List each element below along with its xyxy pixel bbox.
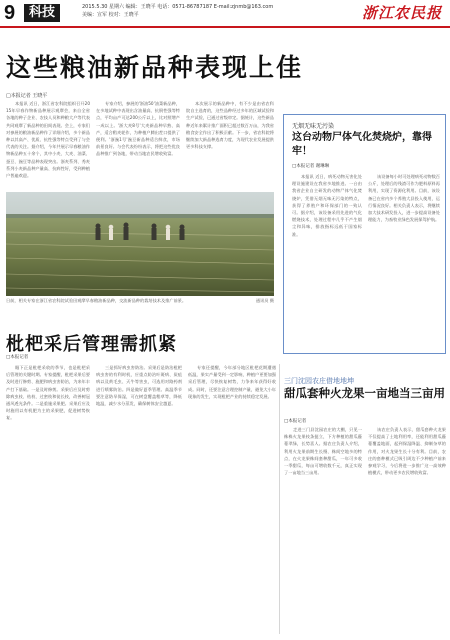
issue-meta: [82, 3, 273, 19]
sidebar-column-1: [292, 173, 362, 349]
third-column-1: [284, 426, 362, 634]
third-paragraph-1: 走进三门县沈园农庄的大棚，只见一株株火龙果枝条挺立，下方种植的甜瓜藤蔓翠绿，长势喜人。据农庄负责人介绍，利用火龙果前期生长慢、株间空地多的特点，在火龙果株间套种甜瓜，一年可多收一季甜瓜，每亩可增收数千元，真正实现了一亩地当三亩用。: [284, 427, 362, 476]
lead-headline: 这些粮油新品种表现上佳: [6, 53, 304, 82]
second-headline: 枇杷采后管理需抓紧: [6, 334, 177, 355]
page-number: 9: [4, 2, 16, 24]
second-column-2: [96, 364, 182, 634]
wheat-field-illustration: [6, 192, 274, 296]
section-label: 科技: [24, 4, 60, 22]
lead-byline: □本报记者 王晓平: [6, 93, 48, 99]
sidebar-byline: □本报记者 谢琳琳: [292, 164, 330, 169]
sidebar-paragraph-1: 本报讯 近日，病死动物无害化处理设施建设在我省多地推进。一台由我省企业自主研发的动物尸体气化焚烧炉，凭借无烟无味无污染的特点，获得了养殖户和环保部门的一致认可。据介绍，该设备采用先进的气化燃烧技术，处理过程中几乎不产生烟尘和异味，排放指标远低于国家标准。: [292, 174, 362, 237]
third-column-2: [368, 426, 446, 634]
lead-paragraph-1: 本报讯 近日，浙江省农科院组织召开2015年早春作物新品种展示观摩会，来自全省各地的种子企业、农技人员和种粮大户等代表共同观摩了新品种的田间表现。会上，专家们对参展的粮油新品种作了详细介绍，多个新品种以其高产、优质、抗性强等特点受到了与会代表的关注。据介绍，今年共展示早春粮油作物新品种五十余个，其中小麦、大麦、油菜、蚕豆、豌豆等品种表现突出。浙麦系列、秀麦系列小麦新品种产量高、抗病性好，受到种植户普遍欢迎。: [6, 101, 90, 179]
second-paragraph-2: 三是抓好病虫害防治。采果后是防治枇杷病虫害的有利时机，应重点防治叶斑病、炭疽病以及黄毛虫、天牛等害虫，可选用对路药剂进行喷雾防治。四是做好夏季管理。高温季节要注意防旱保湿，可在树盘覆盖稻草等，降低地温，减少水分蒸发，确保树体安全越夏。: [96, 365, 182, 407]
issue-meta-line1: 2015.5.30 星期六 编辑：王晓平 电话：0571-86787187 E-mail:zjnmb@163.com: [82, 4, 274, 10]
sidebar-column-2: [368, 173, 440, 349]
lead-paragraph-2: 专家介绍，参展的'浙油50'油菜新品种，在多地试种中表现出含油量高、抗倒性强等特点，平均亩产可达200公斤以上，比对照增产一成以上。'浙大麦8号'大麦新品种早熟、高产，适合稻麦轮作，为种植户腾出茬口提供了便利。'浙豌1号'豌豆新品种适合鲜食，市场前景良好。与会代表纷纷表示，将把这些优良品种推广到各地，带动当地农民增收致富。: [96, 101, 180, 157]
second-paragraph-1: 眼下正是枇杷采收的季节，也是枇杷采后管理的关键时期。专家提醒，枇杷采果后要及时进行修剪、施肥和病虫害防治，为来年丰产打下基础。一是及时修剪。采果后应及时剪除病虫枝、枯枝、过密枝和徒长枝，改善树冠通风透光条件。二是重施采果肥。采果后应及时施用以有机肥为主的采果肥，促进树势恢复。: [6, 365, 90, 421]
sidebar-kicker: 无烟无味无污染: [292, 123, 335, 130]
second-byline: □本报记者: [6, 355, 29, 360]
sidebar-paragraph-2: 该设备每小时可处理病死动物数百公斤，处理后的残渣可作为肥料原料再利用，实现了资源化利用。目前，该设备已在省内多个养殖大县投入使用，运行情况良好。相关负责人表示，将继续加大技术研发投入，进一步提高设备处理能力，为畜牧业绿色发展保驾护航。: [368, 174, 440, 223]
lead-column-3: [186, 100, 274, 190]
lead-paragraph-3: 本次展示的新品种中，有不少是由省农科院自主选育的，这些品种经过多年的区域试验和生产试验，已通过省级审定。据统计，这些新品种近年来累计推广面积已超过数百万亩，为我省粮食安全作出了积极贡献。下一步，省农科院将继续加大新品种选育力度，为现代农业发展提供更多科技支撑。: [186, 101, 274, 150]
photo-caption: [6, 298, 274, 304]
second-column-1: [6, 364, 90, 634]
photo-caption-text: 日前，相关专家在浙江省农科院试验田观摩早春粮油新品种，交流新品种的栽培技术及推广前景。: [6, 298, 187, 303]
column-divider: [279, 364, 280, 634]
second-paragraph-3: 专家还提醒，今年部分地区枇杷花期遭遇低温，果实产量受到一定影响，种植户更要加强采后管理，尽快恢复树势，力争来年获得好收成。同时，还要注意合理控制产量，避免大小年现象的发生，实现枇杷产业的持续稳定发展。: [188, 365, 276, 399]
third-headline: 甜瓜套种火龙果一亩地当三亩用: [284, 386, 445, 400]
sidebar-title: 这台动物尸体气化焚烧炉，靠得牢！: [292, 132, 432, 157]
sidebar-article: [283, 114, 446, 354]
third-paragraph-2: 该农庄负责人表示，甜瓜套种火龙果不仅提高了土地利用率，还能利用甜瓜藤蔓覆盖地面，起到保湿降温、抑制杂草的作用，对火龙果生长十分有利。目前，农庄的套种模式已吸引周边不少种植户前来参观学习，今后将进一步推广这一高效种植模式，带动更多农民增收致富。: [368, 427, 446, 476]
masthead-logo: 浙江农民报: [361, 4, 442, 22]
lead-column-1: [6, 100, 90, 190]
third-kicker: 三门沈园农庄借地地坤: [284, 377, 354, 385]
second-column-3: [188, 364, 276, 634]
photo-author: 通讯员 摄: [255, 298, 274, 303]
lead-column-2: [96, 100, 180, 190]
field-photo: [6, 192, 274, 296]
third-byline: □本报记者: [284, 419, 307, 424]
issue-meta-line2: 美编：宣军 校对：王晓平: [82, 12, 139, 18]
page-header: [0, 0, 450, 28]
